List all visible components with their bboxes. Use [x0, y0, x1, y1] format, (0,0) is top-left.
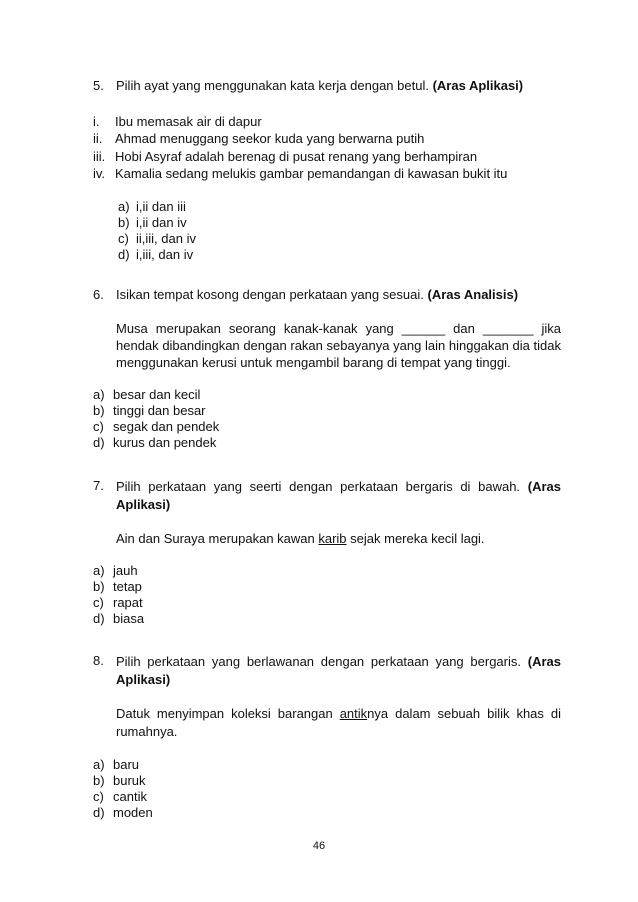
- underlined-word: karib: [318, 531, 347, 546]
- question-number: 7.: [93, 478, 104, 493]
- answer-options: [93, 757, 561, 821]
- answer-option-d[interactable]: d) biasa: [93, 611, 145, 626]
- question-7-stem: [93, 478, 561, 514]
- question-text: Pilih perkataan yang seerti dengan perkataan bergaris di bawah.: [116, 479, 521, 494]
- question-sentence: Ain dan Suraya merupakan kawan karib sejak mereka kecil lagi.: [116, 531, 485, 546]
- answer-option-c[interactable]: c) ii,iii, dan iv: [118, 231, 196, 246]
- answer-option-a[interactable]: a) baru: [93, 757, 140, 772]
- question-text: Isikan tempat kosong dengan perkataan yang sesuai.: [116, 287, 424, 302]
- answer-options: [93, 387, 561, 451]
- cognitive-level: (Aras Aplikasi): [116, 654, 561, 687]
- answer-option-a[interactable]: a) i,ii dan iii: [118, 199, 186, 214]
- answer-option-d[interactable]: d) moden: [93, 805, 153, 820]
- question-number: 6.: [93, 287, 104, 302]
- answer-option-b[interactable]: b) tetap: [93, 579, 142, 594]
- question-text: Pilih perkataan yang berlawanan dengan perkataan yang bergaris.: [116, 654, 521, 669]
- answer-option-d[interactable]: d) kurus dan pendek: [93, 435, 217, 450]
- question-text: Pilih ayat yang menggunakan kata kerja dengan betul.: [116, 78, 429, 93]
- answer-option-a[interactable]: a) besar dan kecil: [93, 387, 201, 402]
- question-5: [93, 78, 561, 263]
- statement-item: ii. Ahmad menuggang seekor kuda yang berwarna putih: [93, 131, 425, 147]
- statement-item: iii. Hobi Asyraf adalah berenag di pusat renang yang berhampiran: [93, 148, 478, 164]
- question-passage: Musa merupakan seorang kanak-kanak yang ______ dan _______ jika hendak dibandingkan dengan rakan sebayanya yang lain hinggakan dia tidak menggunakan kerusi untuk mengambil barang di tempat yang tinggi.: [116, 321, 561, 370]
- answer-options: [93, 563, 561, 627]
- underlined-word: antik: [339, 706, 368, 721]
- statement-item: iv. Kamalia sedang melukis gambar pemandangan di kawasan bukit itu: [93, 166, 508, 182]
- answer-option-c[interactable]: c) cantik: [93, 789, 147, 804]
- cognitive-level: (Aras Aplikasi): [432, 78, 524, 93]
- answer-option-c[interactable]: c) segak dan pendek: [93, 419, 220, 434]
- page-number: 46: [312, 840, 326, 852]
- answer-option-b[interactable]: b) i,ii dan iv: [118, 215, 187, 230]
- answer-option-a[interactable]: a) jauh: [93, 563, 138, 578]
- question-number: 8.: [93, 653, 104, 668]
- answer-option-d[interactable]: d) i,iii, dan iv: [118, 247, 194, 262]
- answer-option-c[interactable]: c) rapat: [93, 595, 143, 610]
- question-6: [93, 287, 561, 451]
- answer-option-b[interactable]: b) buruk: [93, 773, 146, 788]
- question-8-stem: [93, 653, 561, 689]
- cognitive-level: (Aras Aplikasi): [116, 479, 561, 512]
- answer-options: [93, 199, 561, 263]
- question-6-stem: [93, 287, 561, 303]
- cognitive-level: (Aras Analisis): [427, 287, 519, 302]
- question-5-stem: [93, 78, 561, 94]
- question-8: [93, 653, 561, 821]
- question-number: 5.: [93, 78, 104, 93]
- statement-item: i. Ibu memasak air di dapur: [93, 113, 262, 129]
- statement-list: [93, 113, 561, 183]
- answer-option-b[interactable]: b) tinggi dan besar: [93, 403, 206, 418]
- question-7: [93, 478, 561, 627]
- question-sentence: Datuk menyimpan koleksi barangan antiknya dalam sebuah bilik khas di rumahnya.: [116, 706, 561, 739]
